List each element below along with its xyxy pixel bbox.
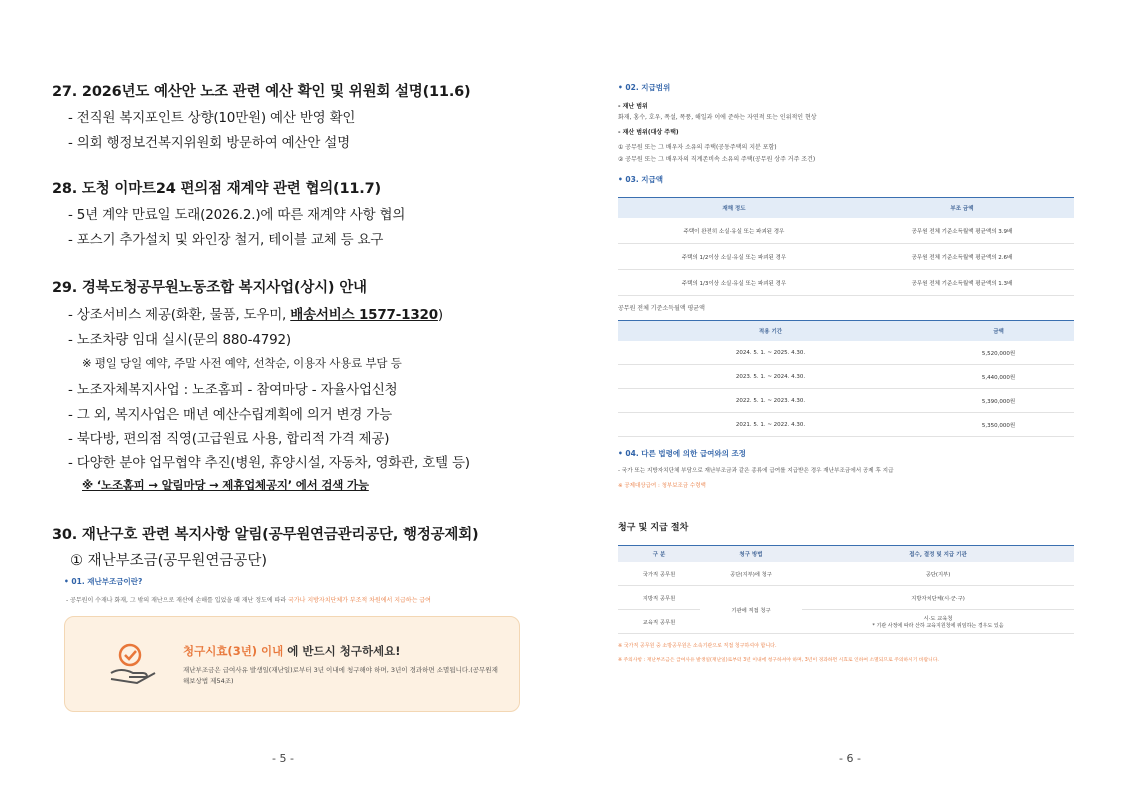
item-29-heading: 29. 경북도청공무원노동조합 복지사업(상시) 안내: [52, 280, 367, 296]
claim-description: 재난부조금은 급여사유 발생일(재난일)로부터 3년 이내에 청구해야 하며, 3년이 경과하면 소멸됩니다.(공무원재해보상법 제54조): [183, 666, 498, 685]
table-cell: 5,350,000원: [923, 413, 1074, 437]
item-29-bullet-1: [68, 303, 443, 323]
table-cell: 2022. 5. 1. ~ 2023. 4.30.: [618, 389, 923, 413]
page-number: - 5 -: [272, 752, 294, 765]
card-text-main: - 공무원이 수재나 화재, 그 밖의 재난으로 재산에 손해를 입었을 때 재난 정도에 따라: [66, 597, 289, 604]
table-cell: 교육직 공무원: [618, 610, 700, 634]
table-row: [618, 389, 1074, 413]
table-row: [618, 365, 1074, 389]
procedure-table: [618, 545, 1074, 634]
table-row: [618, 413, 1074, 437]
page-number: - 6 -: [839, 752, 861, 765]
section-04: [618, 448, 1074, 489]
claim-box: [64, 616, 520, 712]
table-cell: 기관에 직접 청구: [700, 586, 802, 634]
section-02-line-4: ① 공무원 또는 그 배우자 소유의 주택(공동주택의 지분 포함): [618, 144, 777, 151]
delivery-service-phone: 배송서비스 1577-1320: [290, 307, 438, 323]
item-29-bullet-4: - 그 외, 복지사업은 매년 예산수립계획에 의거 변경 가능: [68, 407, 392, 423]
item-29-bullet-3: - 노조자체복지사업 : 노조홈피 - 참여마당 - 자율사업신청: [68, 382, 398, 398]
item-28-bullet-2: - 포스기 추가설치 및 와인장 철거, 테이블 교체 등 요구: [68, 232, 384, 248]
table-cell: 국가직 공무원: [618, 562, 700, 586]
item-27-bullet-1: - 전직원 복지포인트 상향(10만원) 예산 반영 확인: [68, 110, 356, 126]
procedure-footnote-1: ※ 국가직 공무원 중 소방공무원은 소속기관으로 직접 청구하셔야 합니다.: [618, 643, 777, 649]
item-29-note-2: ※ ‘노조홈피 → 알림마당 → 제휴업체공지’ 에서 검색 가능: [82, 478, 369, 492]
item-30-sub: ① 재난부조금(공무원연금공단): [70, 553, 268, 569]
table-row: [618, 586, 1074, 610]
table-cell: [802, 610, 1074, 634]
card-text-highlight: 국가나 지방자치단체가 부조적 차원에서 지급하는 급여: [288, 597, 431, 604]
table-cell: 공단(지부): [802, 562, 1074, 586]
table-cell: 공단(지부)에 청구: [700, 562, 802, 586]
item-27-bullet-2: - 의회 행정보건복지위원회 방문하여 예산안 설명: [68, 135, 350, 151]
table-cell: 공무원 전체 기준소득월액 평균액의 1.3배: [850, 270, 1074, 296]
table-cell: 2023. 5. 1. ~ 2024. 4.30.: [618, 365, 923, 389]
table-cell: 5,390,000원: [923, 389, 1074, 413]
table-cell: 주택의 1/3이상 소실·유실 또는 파괴된 경우: [618, 270, 850, 296]
table-cell: 주택이 완전히 소실·유실 또는 파괴된 경우: [618, 218, 850, 244]
table-cell: 5,520,000원: [923, 341, 1074, 365]
aid-amount-table: [618, 197, 1074, 296]
col-header: 적용 기간: [618, 321, 923, 342]
table-cell: 공무원 전체 기준소득월액 평균액의 2.6배: [850, 244, 1074, 270]
section-02: [618, 82, 1074, 162]
table-cell: 2021. 5. 1. ~ 2022. 4.30.: [618, 413, 923, 437]
table-cell: 5,440,000원: [923, 365, 1074, 389]
disaster-aid-card: [62, 574, 522, 716]
item-29-note: ※ 평일 당일 예약, 주말 사전 예약, 선착순, 이용자 사용료 부담 등: [82, 356, 402, 370]
cell-line: 시·도 교육청: [923, 616, 953, 622]
procedure-title: 청구 및 지급 절차: [618, 523, 689, 533]
claim-title-rest: 에 반드시 청구하세요!: [283, 644, 401, 658]
item-29-bullet-5: - 북다방, 편의점 직영(고급원료 사용, 합리적 가격 제공): [68, 431, 390, 447]
section-02-title: • 02. 지급범위: [618, 83, 671, 92]
table-caption: 공무원 전체 기준소득월액 평균액: [618, 305, 705, 312]
table-row: [618, 218, 1074, 244]
item-27-heading: 27. 2026년도 예산안 노조 관련 예산 확인 및 위원회 설명(11.6): [52, 84, 471, 100]
col-header: 부조 금액: [850, 198, 1074, 219]
col-header: 재해 정도: [618, 198, 850, 219]
bullet-text: - 상조서비스 제공(화환, 물품, 도우미,: [68, 307, 291, 323]
claim-procedure: [618, 520, 1074, 663]
table-row: [618, 562, 1074, 586]
table-cell: 주택의 1/2이상 소실·유실 또는 파괴된 경우: [618, 244, 850, 270]
col-header: 접수, 결정 및 지급 기관: [802, 546, 1074, 563]
col-header: 청구 방법: [700, 546, 802, 563]
table-cell: 지방직 공무원: [618, 586, 700, 610]
table-cell: 2024. 5. 1. ~ 2025. 4.30.: [618, 341, 923, 365]
table-row: [618, 341, 1074, 365]
page-5: [0, 0, 565, 800]
claim-title: [183, 643, 401, 659]
section-02-line-1: - 재난 범위: [618, 103, 648, 110]
section-04-text: - 국가 또는 지방자치단체 부담으로 재난부조금과 같은 종류에 급여를 지급받은 경우 재난부조금에서 공제 후 지급: [618, 468, 894, 474]
section-03: [618, 174, 1074, 437]
item-28-heading: 28. 도청 이마트24 편의점 재계약 관련 협의(11.7): [52, 181, 381, 197]
item-29-bullet-6: - 다양한 분야 업무협약 추진(병원, 휴양시설, 자동차, 영화관, 호텔 등): [68, 455, 470, 471]
section-02-line-2: 화재, 홍수, 호우, 폭설, 폭풍, 해일과 이에 준하는 자연적 또는 인위적인 현상: [618, 114, 817, 121]
table-cell: 공무원 전체 기준소득월액 평균액의 3.9배: [850, 218, 1074, 244]
section-03-title: • 03. 지급액: [618, 175, 664, 184]
item-29-bullet-2: - 노조차량 임대 실시(문의 880-4792): [68, 332, 291, 348]
claim-title-highlight: 청구시효(3년) 이내: [183, 644, 284, 658]
card-text: [66, 595, 431, 604]
table-row: [618, 244, 1074, 270]
table-row: [618, 270, 1074, 296]
table-row: [618, 610, 1074, 634]
section-04-title: • 04. 다른 법령에 의한 급여와의 조정: [618, 449, 746, 458]
section-02-line-3: - 재산 범위(대상 주택): [618, 129, 679, 136]
hand-coin-icon: [105, 639, 159, 689]
cell-line: * 기관 사정에 따라 산하 교육지원청에 위임하는 경우도 있음: [872, 623, 1004, 629]
table-cell: 지방자치단체(시·군·구): [802, 586, 1074, 610]
bullet-text-end: ): [437, 307, 443, 323]
procedure-footnote-2: ※ 주의사항 : 재난부조금은 급여사유 발생일(재난일)로부터 3년 이내에 청구하셔야 하며, 3년이 경과하면 시효로 인하여 소멸되므로 주의하시기 바랍니다.: [618, 658, 939, 663]
page-6: [566, 0, 1131, 800]
col-header: 금액: [923, 321, 1074, 342]
item-30-heading: 30. 재난구호 관련 복지사항 알림(공무원연금관리공단, 행정공제회): [52, 527, 479, 543]
average-income-table: [618, 320, 1074, 437]
col-header: 구 분: [618, 546, 700, 563]
section-04-note: ※ 공제대상급여 : 청부보조금 수령액: [618, 483, 706, 489]
item-28-bullet-1: - 5년 계약 만료일 도래(2026.2.)에 따른 재계약 사항 협의: [68, 207, 406, 223]
card-title: • 01. 재난부조금이란?: [64, 577, 143, 586]
section-02-line-5: ② 공무원 또는 그 배우자의 직계존비속 소유의 주택(공무원 상주 거주 조건): [618, 156, 816, 163]
